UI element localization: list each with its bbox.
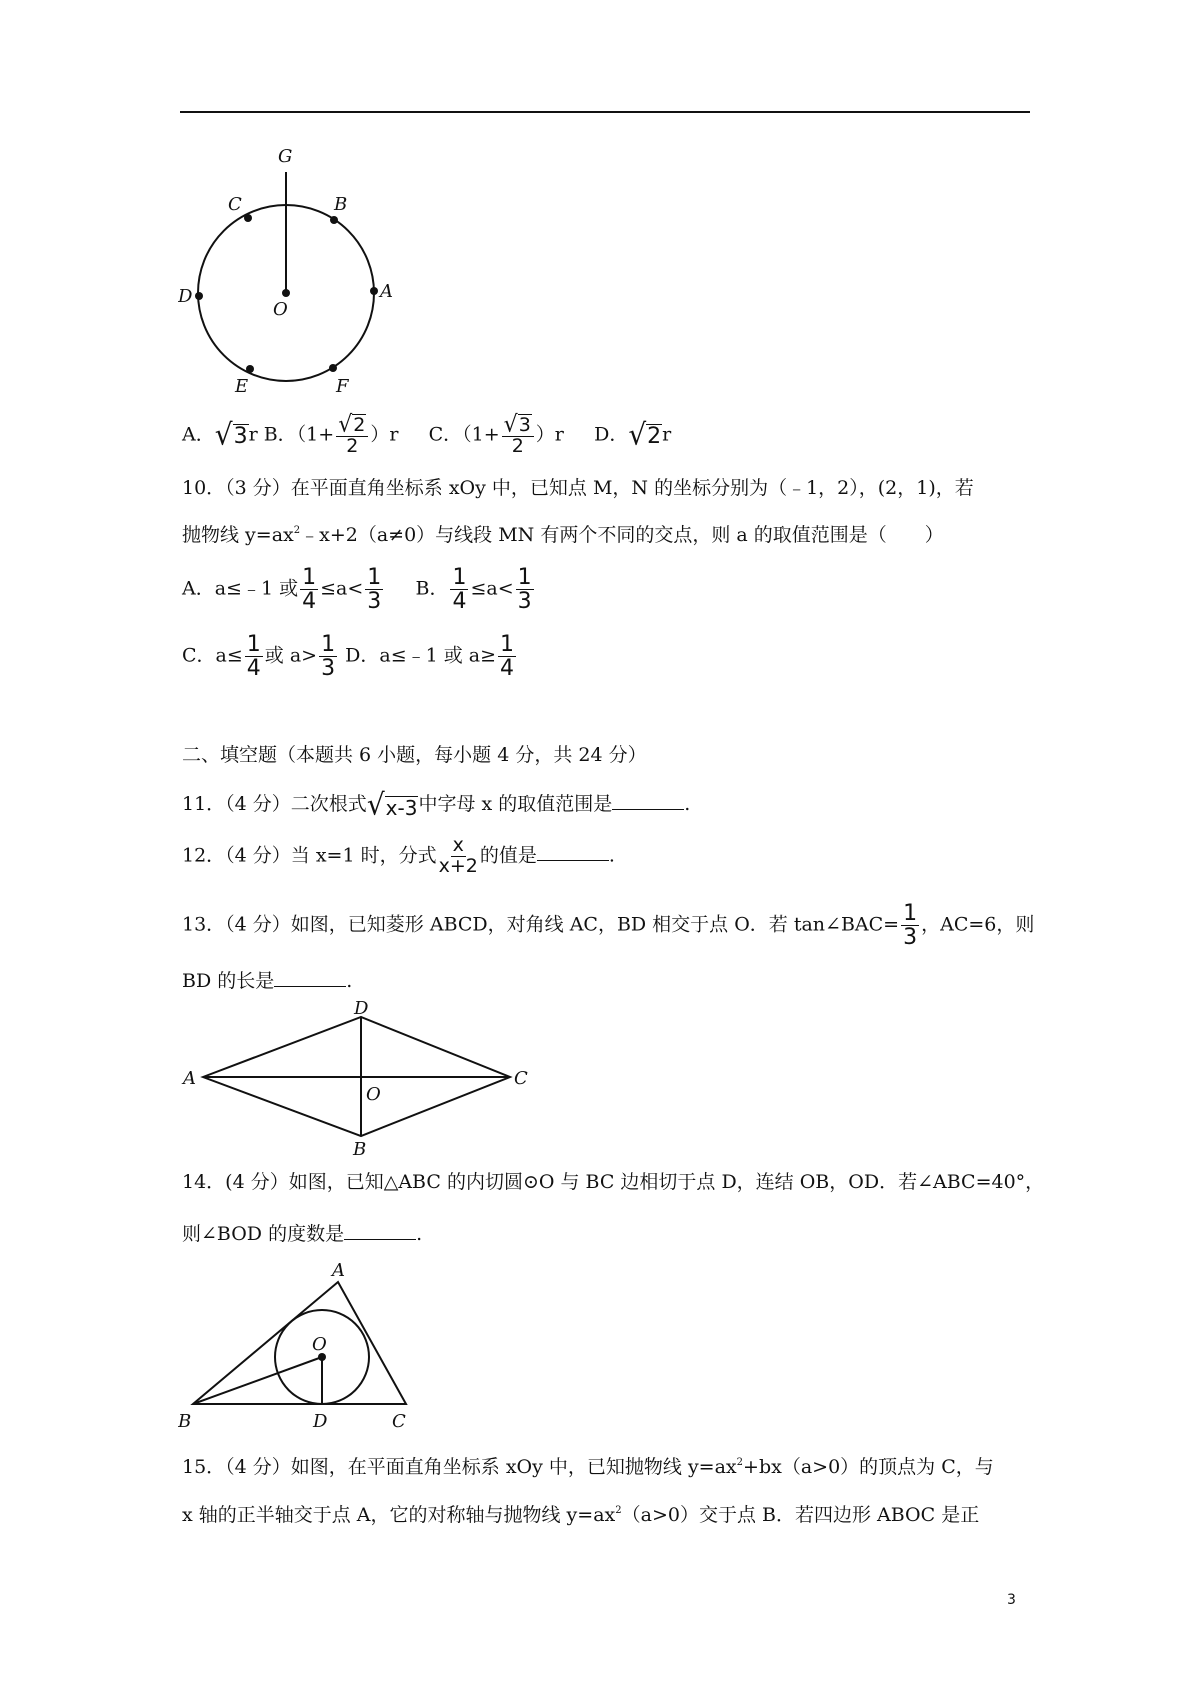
label-c: C xyxy=(514,1068,528,1089)
q10-line1: 10．（3 分）在平面直角坐标系 xOy 中，已知点 M，N 的坐标分别为（﹣1，2），(2，1)，若 xyxy=(182,477,974,499)
q10-options-cd: C．a≤ $\frac{1}{4}$ 或 a> $\frac{1}{3}$ D．a≤﹣1 或 a≥ $\frac{1}{4}$ xyxy=(182,632,515,682)
fraction-x-over-x-plus-2: $\frac{x}{x+2}$ xyxy=(438,834,478,877)
page-number: 3 xyxy=(1007,1592,1016,1608)
label-f: F xyxy=(336,376,349,397)
header-rule xyxy=(180,111,1030,113)
label-d: D xyxy=(354,1000,369,1019)
label-d: D xyxy=(178,286,193,307)
sqrt-x-minus-3: √ x-3 xyxy=(366,787,418,822)
label-b: B xyxy=(353,1139,367,1160)
label-d: D xyxy=(313,1411,328,1432)
label-a: A xyxy=(380,281,393,302)
fraction-1-4: $\frac{1}{4}$ xyxy=(246,632,261,682)
label-o: O xyxy=(273,299,288,320)
label-b: B xyxy=(334,194,348,215)
label-o: O xyxy=(312,1334,327,1355)
fraction-1-4: $\frac{1}{4}$ xyxy=(452,565,467,615)
fraction-1-4: $\frac{1}{4}$ xyxy=(500,632,515,682)
q14-triangle-figure xyxy=(178,1252,418,1432)
q14-line2: 则∠BOD 的度数是 . xyxy=(182,1223,423,1245)
q9-options: A． √ 3 r B．（1+ √ 2 2 ）r C．（1+ √ 3 2 ）r D． √ 2 r xyxy=(182,411,672,457)
answer-blank xyxy=(344,1221,416,1240)
q12: 12．（4 分）当 x=1 时，分式 $\frac{x}{x+2}$ 的值是 . xyxy=(182,834,615,877)
fraction-1-3: $\frac{1}{3}$ xyxy=(517,565,532,615)
label-a: A xyxy=(183,1068,196,1089)
q15-line2: x 轴的正半轴交于点 A，它的对称轴与抛物线 $y=ax^2(a>0)$交于点 B．若四边形 ABOC 是正 xyxy=(182,1504,980,1526)
label-a: A xyxy=(332,1260,345,1281)
q10-options-ab: A．a≤﹣1 或 $\frac{1}{4}$ ≤a< $\frac{1}{3}$ B． $\frac{1}{4}$ ≤a< $\frac{1}{3}$ xyxy=(182,565,532,615)
answer-blank xyxy=(274,968,346,987)
q11: 11．（4 分）二次根式 √ x-3 中字母 x 的取值范围是 . xyxy=(182,787,691,822)
label-c: C xyxy=(392,1411,406,1432)
q14-line1: 14．(4 分）如图，已知△ABC 的内切圆⊙O 与 BC 边相切于点 D，连结 OB，OD．若∠ABC=40°， xyxy=(182,1171,1045,1193)
label-b: B xyxy=(178,1411,192,1432)
q13-line1: 13．（4 分）如图，已知菱形 ABCD，对角线 AC，BD 相交于点 O．若 tan∠BAC= $\frac{1}{3}$ ，AC=6，则 xyxy=(182,901,1035,951)
fraction-sqrt2-over-2: √ 2 2 xyxy=(336,414,368,457)
q13-rhombus-figure xyxy=(178,1000,538,1160)
sqrt-3: √ 3 xyxy=(214,417,248,453)
fraction-sqrt3-over-2: √ 3 2 xyxy=(502,414,534,457)
fraction-1-4: $\frac{1}{4}$ xyxy=(302,565,317,615)
section-heading: 二、填空题（本题共 6 小题，每小题 4 分，共 24 分） xyxy=(182,744,647,766)
q10-line2: 抛物线 $y=ax^2﹣x+2(a\ne 0)$与线段 MN 有两个不同的交点，则 a 的取值范围是（ ） xyxy=(182,524,944,546)
label-g: G xyxy=(278,146,293,167)
q13-line2: BD 的长是 . xyxy=(182,970,353,992)
answer-blank xyxy=(612,791,684,810)
label-o: O xyxy=(366,1084,381,1105)
q15-line1: 15．（4 分）如图，在平面直角坐标系 xOy 中，已知抛物线 $y=ax^2+bx(a>0)$的顶点为 C，与 xyxy=(182,1456,994,1478)
fraction-1-3: $\frac{1}{3}$ xyxy=(903,901,918,951)
q9-circle-figure xyxy=(178,140,408,400)
fraction-1-3: $\frac{1}{3}$ xyxy=(321,632,336,682)
answer-blank xyxy=(537,842,609,861)
sqrt-2: √ 2 xyxy=(628,417,662,453)
fraction-1-3: $\frac{1}{3}$ xyxy=(367,565,382,615)
label-e: E xyxy=(235,376,249,397)
label-c: C xyxy=(228,194,242,215)
